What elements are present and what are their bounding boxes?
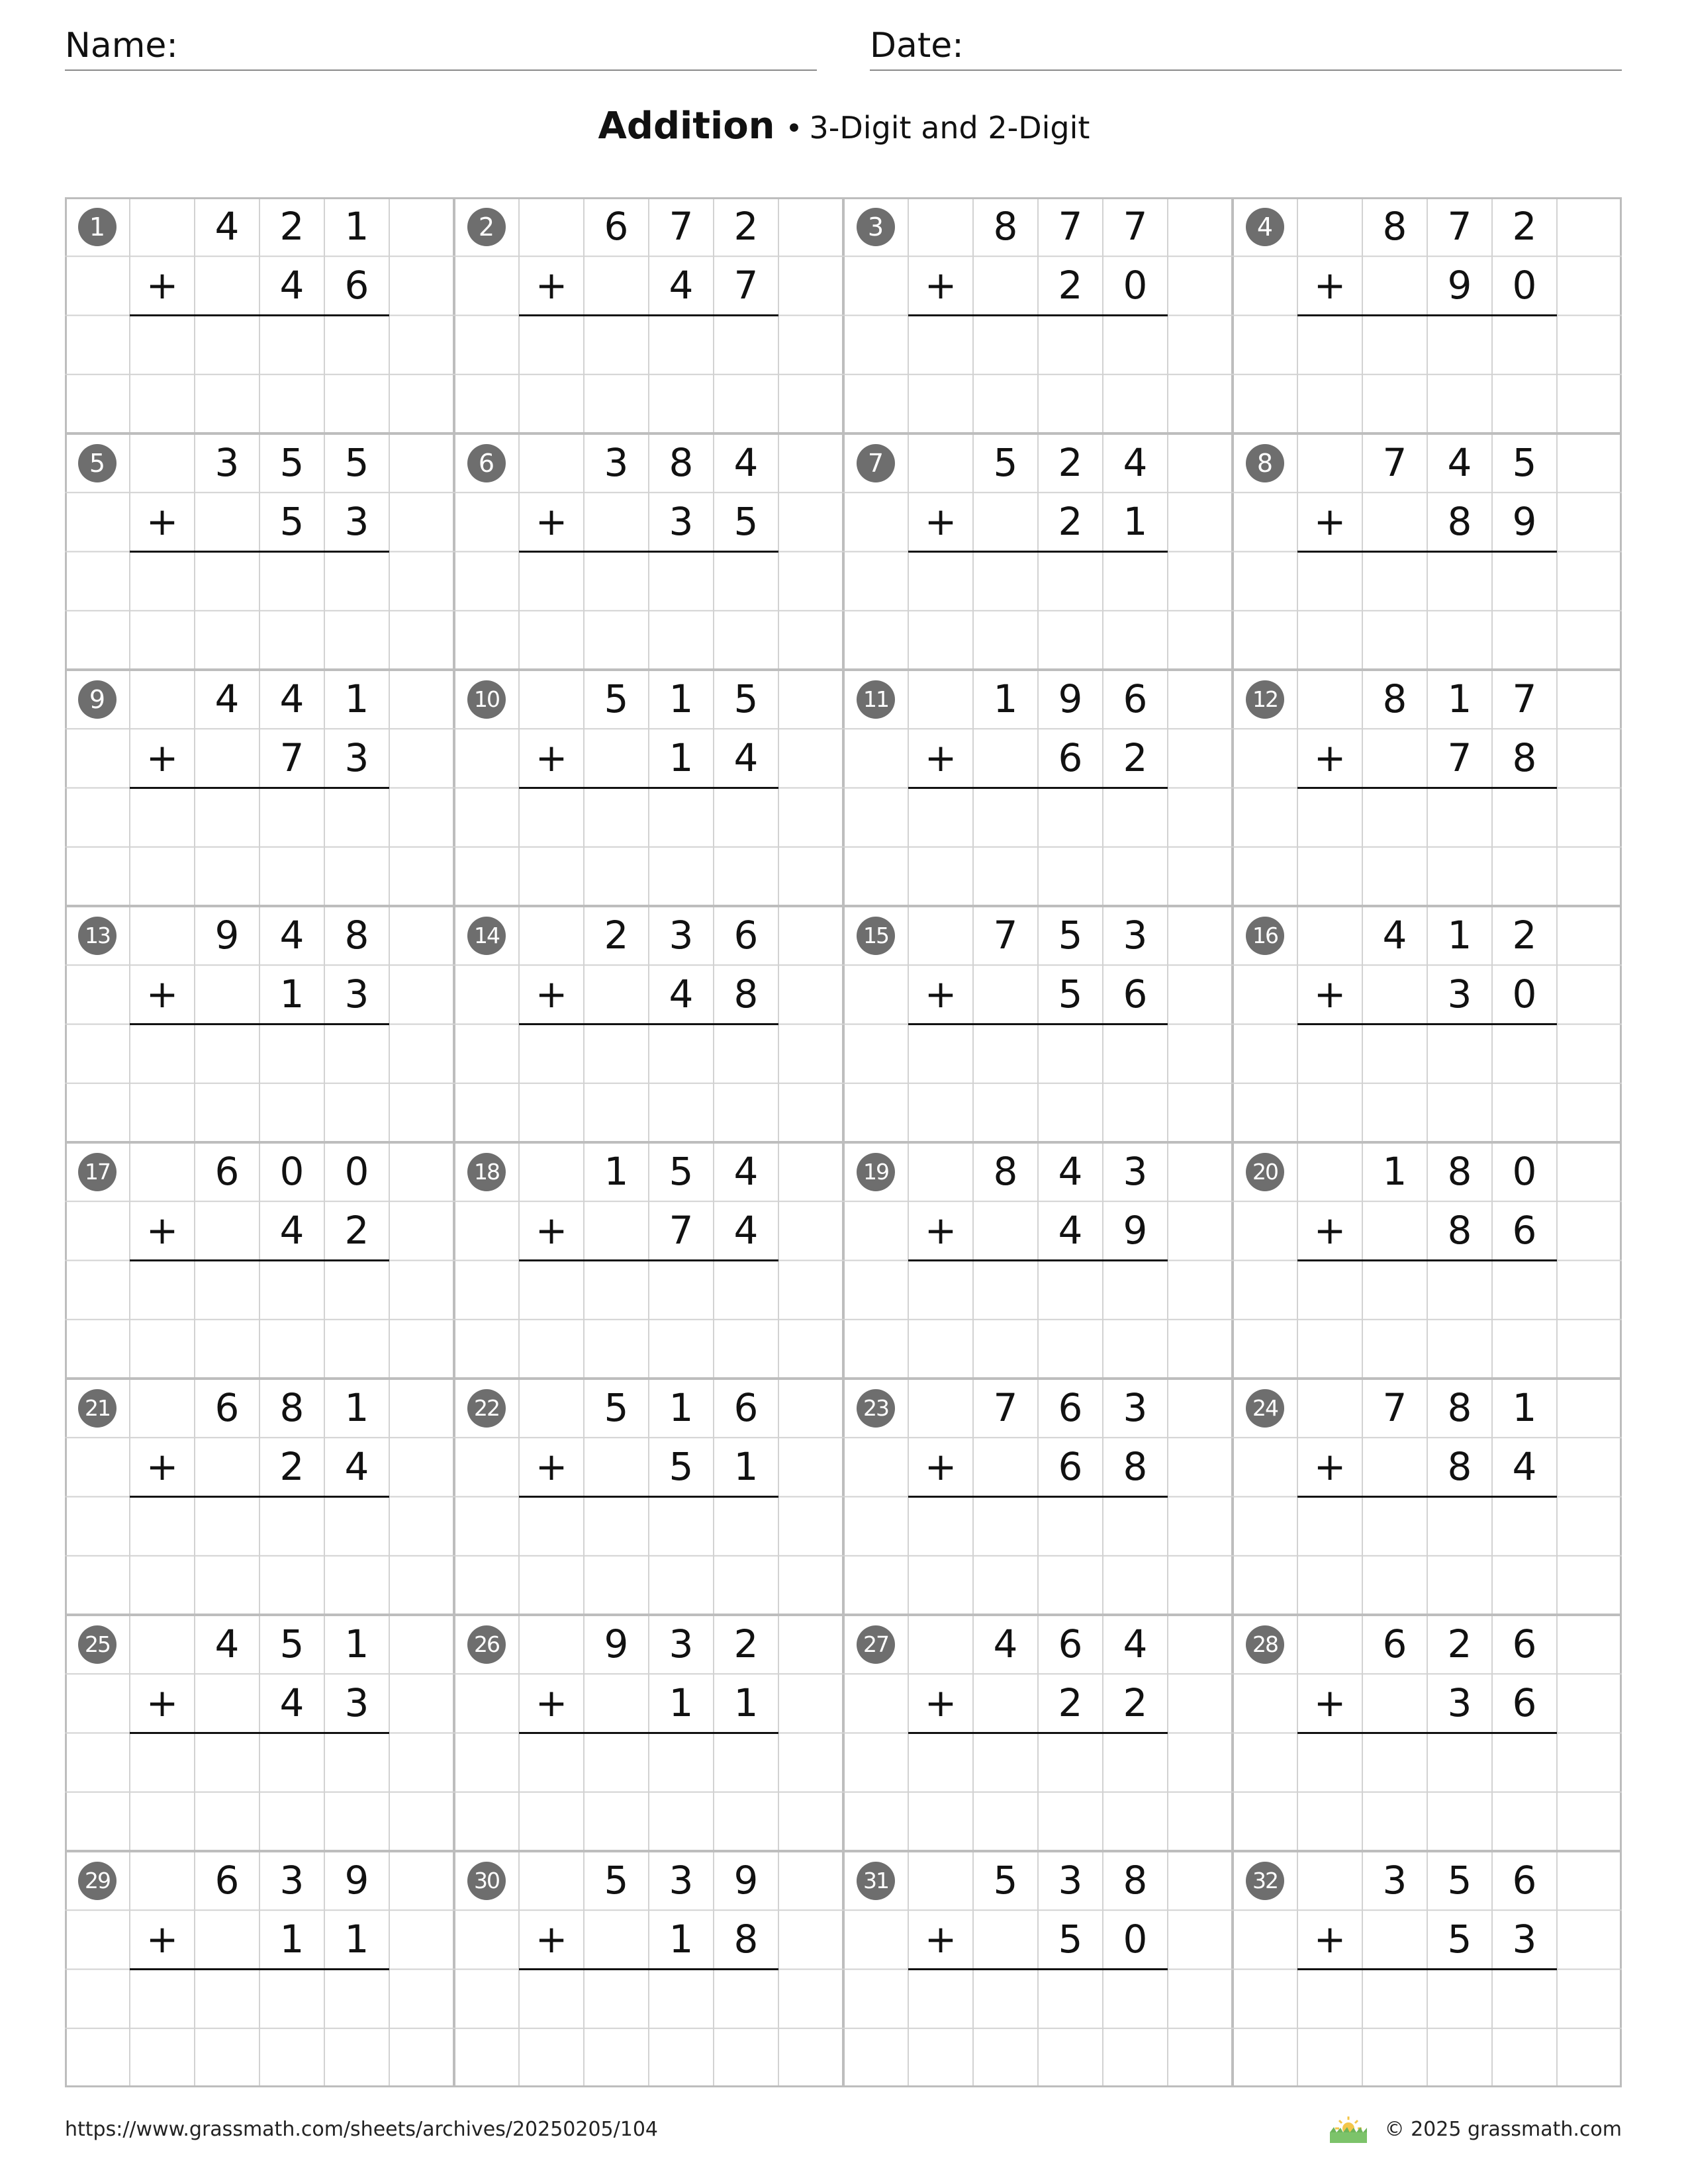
problem-number-badge: 14 — [467, 917, 506, 955]
top-digit: 1 — [344, 1621, 369, 1666]
plus-sign: + — [535, 735, 568, 781]
top-digit: 4 — [1447, 440, 1472, 485]
top-digit: 5 — [733, 676, 759, 721]
footer-url: https://www.grassmath.com/sheets/archives/20250205/104 — [65, 2118, 659, 2141]
top-digit: 6 — [733, 913, 759, 958]
problem-grid — [65, 197, 1622, 2087]
top-digit: 3 — [604, 440, 629, 485]
top-digit: 4 — [1123, 440, 1148, 485]
answer-area[interactable] — [908, 1024, 1168, 1083]
plus-sign: + — [535, 1680, 568, 1726]
top-digit: 3 — [1123, 913, 1148, 958]
top-digit: 4 — [214, 676, 240, 721]
top-digit: 7 — [1447, 204, 1472, 249]
answer-area[interactable] — [130, 1733, 389, 1792]
problem-number-badge: 13 — [78, 917, 117, 955]
problem-number-badge: 19 — [857, 1153, 895, 1191]
problem-number-badge: 17 — [78, 1153, 117, 1191]
answer-area[interactable] — [1297, 1261, 1557, 1320]
problem-number-badge: 15 — [857, 917, 895, 955]
title-subtitle: 3-Digit and 2-Digit — [809, 110, 1090, 146]
top-digit: 4 — [279, 913, 305, 958]
footer-copyright: © 2025 grassmath.com — [1384, 2118, 1622, 2141]
answer-area[interactable] — [908, 316, 1168, 375]
plus-sign: + — [1313, 1444, 1346, 1490]
top-digit: 1 — [1447, 913, 1472, 958]
bottom-digit: 3 — [344, 1680, 369, 1726]
top-digit: 3 — [279, 1858, 305, 1903]
top-digit: 0 — [279, 1149, 305, 1194]
date-label: Date: — [870, 26, 964, 66]
top-digit: 5 — [344, 440, 369, 485]
answer-area[interactable] — [1297, 788, 1557, 847]
answer-area[interactable] — [519, 1261, 778, 1320]
bottom-digit: 1 — [1123, 499, 1148, 545]
plus-sign: + — [535, 1917, 568, 1962]
answer-area[interactable] — [908, 788, 1168, 847]
bottom-digit: 7 — [1447, 735, 1472, 781]
answer-area[interactable] — [908, 1261, 1168, 1320]
top-digit: 8 — [1447, 1149, 1472, 1194]
bottom-digit: 1 — [344, 1917, 369, 1962]
top-digit: 2 — [279, 204, 305, 249]
answer-area[interactable] — [1297, 316, 1557, 375]
top-digit: 6 — [214, 1149, 240, 1194]
top-digit: 1 — [669, 1385, 694, 1430]
top-digit: 5 — [604, 1385, 629, 1430]
plus-sign: + — [146, 263, 179, 308]
plus-sign: + — [146, 499, 179, 545]
bottom-digit: 0 — [1512, 263, 1537, 308]
answer-area[interactable] — [1297, 552, 1557, 611]
plus-sign: + — [1313, 263, 1346, 308]
top-digit: 4 — [214, 1621, 240, 1666]
top-digit: 5 — [279, 440, 305, 485]
top-digit: 8 — [669, 440, 694, 485]
top-digit: 1 — [344, 676, 369, 721]
bottom-digit: 5 — [1058, 972, 1083, 1017]
top-digit: 8 — [1382, 204, 1407, 249]
answer-area[interactable] — [1297, 1970, 1557, 2028]
top-digit: 4 — [1058, 1149, 1083, 1194]
bottom-digit: 4 — [344, 1444, 369, 1490]
top-digit: 3 — [669, 1858, 694, 1903]
bottom-digit: 3 — [669, 499, 694, 545]
plus-sign: + — [535, 263, 568, 308]
top-digit: 5 — [993, 440, 1018, 485]
top-digit: 1 — [344, 204, 369, 249]
top-digit: 5 — [604, 676, 629, 721]
answer-area[interactable] — [908, 1497, 1168, 1556]
problem-number-badge: 25 — [78, 1625, 117, 1664]
name-label: Name: — [65, 26, 178, 66]
bottom-digit: 4 — [669, 972, 694, 1017]
bottom-digit: 6 — [1058, 735, 1083, 781]
bottom-digit: 6 — [1512, 1680, 1537, 1726]
top-digit: 4 — [733, 440, 759, 485]
bottom-digit: 8 — [1447, 499, 1472, 545]
problem-number-badge: 4 — [1246, 208, 1284, 246]
bottom-digit: 4 — [279, 1208, 305, 1253]
problem-number-badge: 5 — [78, 444, 117, 482]
bottom-digit: 3 — [1512, 1917, 1537, 1962]
top-digit: 8 — [993, 204, 1018, 249]
top-digit: 6 — [1058, 1385, 1083, 1430]
top-digit: 2 — [604, 913, 629, 958]
date-field[interactable] — [870, 20, 1622, 71]
bottom-digit: 8 — [1447, 1208, 1472, 1253]
answer-area[interactable] — [130, 1497, 389, 1556]
top-digit: 8 — [993, 1149, 1018, 1194]
answer-area[interactable] — [519, 788, 778, 847]
answer-area[interactable] — [908, 1970, 1168, 2028]
answer-area[interactable] — [519, 1024, 778, 1083]
plus-sign: + — [535, 1444, 568, 1490]
top-digit: 4 — [993, 1621, 1018, 1666]
top-digit: 2 — [1058, 440, 1083, 485]
top-digit: 6 — [733, 1385, 759, 1430]
answer-area[interactable] — [908, 552, 1168, 611]
bottom-digit: 0 — [1123, 263, 1148, 308]
top-digit: 7 — [669, 204, 694, 249]
top-digit: 7 — [993, 913, 1018, 958]
problem-number-badge: 23 — [857, 1389, 895, 1428]
worksheet-title — [0, 105, 1688, 148]
top-digit: 8 — [1123, 1858, 1148, 1903]
plus-sign: + — [146, 1680, 179, 1726]
top-digit: 5 — [993, 1858, 1018, 1903]
top-digit: 4 — [279, 676, 305, 721]
bottom-digit: 4 — [1058, 1208, 1083, 1253]
problem-number-badge: 16 — [1246, 917, 1284, 955]
plus-sign: + — [146, 735, 179, 781]
bottom-digit: 9 — [1512, 499, 1537, 545]
answer-area[interactable] — [130, 1970, 389, 2028]
bottom-digit: 5 — [1447, 1917, 1472, 1962]
top-digit: 7 — [1058, 204, 1083, 249]
answer-area[interactable] — [519, 552, 778, 611]
top-digit: 6 — [1512, 1858, 1537, 1903]
plus-sign: + — [146, 1208, 179, 1253]
bottom-digit: 3 — [344, 972, 369, 1017]
top-digit: 1 — [1447, 676, 1472, 721]
top-digit: 0 — [344, 1149, 369, 1194]
bottom-digit: 9 — [1123, 1208, 1148, 1253]
bottom-digit: 2 — [1058, 263, 1083, 308]
bottom-digit: 8 — [733, 1917, 759, 1962]
top-digit: 1 — [344, 1385, 369, 1430]
answer-area[interactable] — [130, 1024, 389, 1083]
answer-area[interactable] — [1297, 1733, 1557, 1792]
problem-number-badge: 27 — [857, 1625, 895, 1664]
problem-number-badge: 10 — [467, 680, 506, 719]
top-digit: 6 — [1123, 676, 1148, 721]
bottom-digit: 6 — [344, 263, 369, 308]
bottom-digit: 8 — [733, 972, 759, 1017]
bottom-digit: 2 — [279, 1444, 305, 1490]
top-digit: 6 — [1058, 1621, 1083, 1666]
bottom-digit: 3 — [344, 499, 369, 545]
top-digit: 7 — [1512, 676, 1537, 721]
problem-number-badge: 12 — [1246, 680, 1284, 719]
bottom-digit: 6 — [1123, 972, 1148, 1017]
answer-area[interactable] — [130, 1261, 389, 1320]
bottom-digit: 1 — [733, 1680, 759, 1726]
bottom-digit: 6 — [1512, 1208, 1537, 1253]
plus-sign: + — [924, 499, 957, 545]
problem-number-badge: 24 — [1246, 1389, 1284, 1428]
plus-sign: + — [1313, 1208, 1346, 1253]
bottom-digit: 4 — [1512, 1444, 1537, 1490]
plus-sign: + — [1313, 499, 1346, 545]
bottom-digit: 8 — [1512, 735, 1537, 781]
top-digit: 1 — [604, 1149, 629, 1194]
plus-sign: + — [1313, 1917, 1346, 1962]
top-digit: 8 — [1447, 1385, 1472, 1430]
top-digit: 3 — [1123, 1149, 1148, 1194]
top-digit: 3 — [1382, 1858, 1407, 1903]
bottom-digit: 7 — [279, 735, 305, 781]
bottom-digit: 3 — [1447, 972, 1472, 1017]
top-digit: 7 — [1382, 1385, 1407, 1430]
bottom-digit: 2 — [1058, 1680, 1083, 1726]
bottom-digit: 4 — [733, 1208, 759, 1253]
bottom-digit: 2 — [1058, 499, 1083, 545]
top-digit: 2 — [733, 204, 759, 249]
bottom-digit: 1 — [279, 972, 305, 1017]
problem-number-badge: 2 — [467, 208, 506, 246]
plus-sign: + — [924, 1208, 957, 1253]
problem-number-badge: 32 — [1246, 1862, 1284, 1900]
answer-area[interactable] — [130, 552, 389, 611]
bottom-digit: 5 — [669, 1444, 694, 1490]
top-digit: 3 — [214, 440, 240, 485]
top-digit: 0 — [1512, 1149, 1537, 1194]
bottom-digit: 0 — [1123, 1917, 1148, 1962]
plus-sign: + — [924, 1917, 957, 1962]
plus-sign: + — [924, 263, 957, 308]
bottom-digit: 2 — [1123, 1680, 1148, 1726]
bottom-digit: 5 — [279, 499, 305, 545]
top-digit: 9 — [214, 913, 240, 958]
top-digit: 7 — [1123, 204, 1148, 249]
top-digit: 9 — [733, 1858, 759, 1903]
answer-area[interactable] — [519, 316, 778, 375]
top-digit: 4 — [214, 204, 240, 249]
problem-number-badge: 18 — [467, 1153, 506, 1191]
plus-sign: + — [146, 972, 179, 1017]
top-digit: 6 — [1512, 1621, 1537, 1666]
problem-number-badge: 9 — [78, 680, 117, 719]
bottom-digit: 4 — [733, 735, 759, 781]
top-digit: 9 — [1058, 676, 1083, 721]
grass-sun-logo-icon — [1327, 2113, 1370, 2144]
top-digit: 8 — [344, 913, 369, 958]
top-digit: 5 — [669, 1149, 694, 1194]
top-digit: 6 — [214, 1385, 240, 1430]
problem-number-badge: 7 — [857, 444, 895, 482]
bottom-digit: 1 — [669, 735, 694, 781]
top-digit: 1 — [993, 676, 1018, 721]
top-digit: 3 — [1123, 1385, 1148, 1430]
top-digit: 6 — [1382, 1621, 1407, 1666]
top-digit: 6 — [604, 204, 629, 249]
problem-number-badge: 22 — [467, 1389, 506, 1428]
bottom-digit: 1 — [733, 1444, 759, 1490]
bottom-digit: 8 — [1123, 1444, 1148, 1490]
bottom-digit: 4 — [279, 263, 305, 308]
problem-number-badge: 11 — [857, 680, 895, 719]
problem-number-badge: 6 — [467, 444, 506, 482]
answer-area[interactable] — [519, 1497, 778, 1556]
answer-area[interactable] — [908, 1733, 1168, 1792]
plus-sign: + — [146, 1917, 179, 1962]
top-digit: 2 — [733, 1621, 759, 1666]
bottom-digit: 2 — [344, 1208, 369, 1253]
problem-number-badge: 26 — [467, 1625, 506, 1664]
bottom-digit: 1 — [669, 1680, 694, 1726]
top-digit: 3 — [669, 913, 694, 958]
plus-sign: + — [1313, 735, 1346, 781]
top-digit: 5 — [1512, 440, 1537, 485]
top-digit: 2 — [1447, 1621, 1472, 1666]
name-field[interactable] — [65, 20, 817, 71]
problem-number-badge: 20 — [1246, 1153, 1284, 1191]
problem-number-badge: 29 — [78, 1862, 117, 1900]
bottom-digit: 1 — [669, 1917, 694, 1962]
top-digit: 8 — [1382, 676, 1407, 721]
top-digit: 8 — [279, 1385, 305, 1430]
top-digit: 4 — [733, 1149, 759, 1194]
top-digit: 5 — [604, 1858, 629, 1903]
plus-sign: + — [1313, 1680, 1346, 1726]
top-digit: 5 — [279, 1621, 305, 1666]
top-digit: 5 — [1447, 1858, 1472, 1903]
title-main: Addition — [598, 105, 775, 148]
top-digit: 1 — [669, 676, 694, 721]
top-digit: 3 — [1058, 1858, 1083, 1903]
top-digit: 9 — [604, 1621, 629, 1666]
plus-sign: + — [535, 1208, 568, 1253]
plus-sign: + — [924, 1680, 957, 1726]
top-digit: 5 — [1058, 913, 1083, 958]
answer-area[interactable] — [130, 316, 389, 375]
top-digit: 1 — [1512, 1385, 1537, 1430]
problem-number-badge: 21 — [78, 1389, 117, 1428]
top-digit: 4 — [1123, 1621, 1148, 1666]
top-digit: 2 — [1512, 913, 1537, 958]
plus-sign: + — [924, 735, 957, 781]
bottom-digit: 3 — [1447, 1680, 1472, 1726]
top-digit: 1 — [1382, 1149, 1407, 1194]
plus-sign: + — [1313, 972, 1346, 1017]
top-digit: 6 — [214, 1858, 240, 1903]
bottom-digit: 5 — [733, 499, 759, 545]
bottom-digit: 2 — [1123, 735, 1148, 781]
title-separator: • — [785, 112, 803, 146]
top-digit: 7 — [993, 1385, 1018, 1430]
bottom-digit: 9 — [1447, 263, 1472, 308]
bottom-digit: 7 — [733, 263, 759, 308]
bottom-digit: 8 — [1447, 1444, 1472, 1490]
problem-number-badge: 30 — [467, 1862, 506, 1900]
top-digit: 2 — [1512, 204, 1537, 249]
bottom-digit: 0 — [1512, 972, 1537, 1017]
bottom-digit: 7 — [669, 1208, 694, 1253]
top-digit: 4 — [1382, 913, 1407, 958]
plus-sign: + — [924, 972, 957, 1017]
bottom-digit: 3 — [344, 735, 369, 781]
bottom-digit: 5 — [1058, 1917, 1083, 1962]
plus-sign: + — [535, 499, 568, 545]
plus-sign: + — [535, 972, 568, 1017]
problem-number-badge: 31 — [857, 1862, 895, 1900]
problem-number-badge: 28 — [1246, 1625, 1284, 1664]
answer-area[interactable] — [519, 1970, 778, 2028]
answer-area[interactable] — [519, 1733, 778, 1792]
top-digit: 9 — [344, 1858, 369, 1903]
problem-number-badge: 1 — [78, 208, 117, 246]
answer-area[interactable] — [1297, 1497, 1557, 1556]
problem-number-badge: 8 — [1246, 444, 1284, 482]
plus-sign: + — [924, 1444, 957, 1490]
problem-number-badge: 3 — [857, 208, 895, 246]
answer-area[interactable] — [1297, 1024, 1557, 1083]
plus-sign: + — [146, 1444, 179, 1490]
answer-area[interactable] — [130, 788, 389, 847]
bottom-digit: 4 — [669, 263, 694, 308]
bottom-digit: 6 — [1058, 1444, 1083, 1490]
bottom-digit: 4 — [279, 1680, 305, 1726]
top-digit: 7 — [1382, 440, 1407, 485]
bottom-digit: 1 — [279, 1917, 305, 1962]
top-digit: 3 — [669, 1621, 694, 1666]
